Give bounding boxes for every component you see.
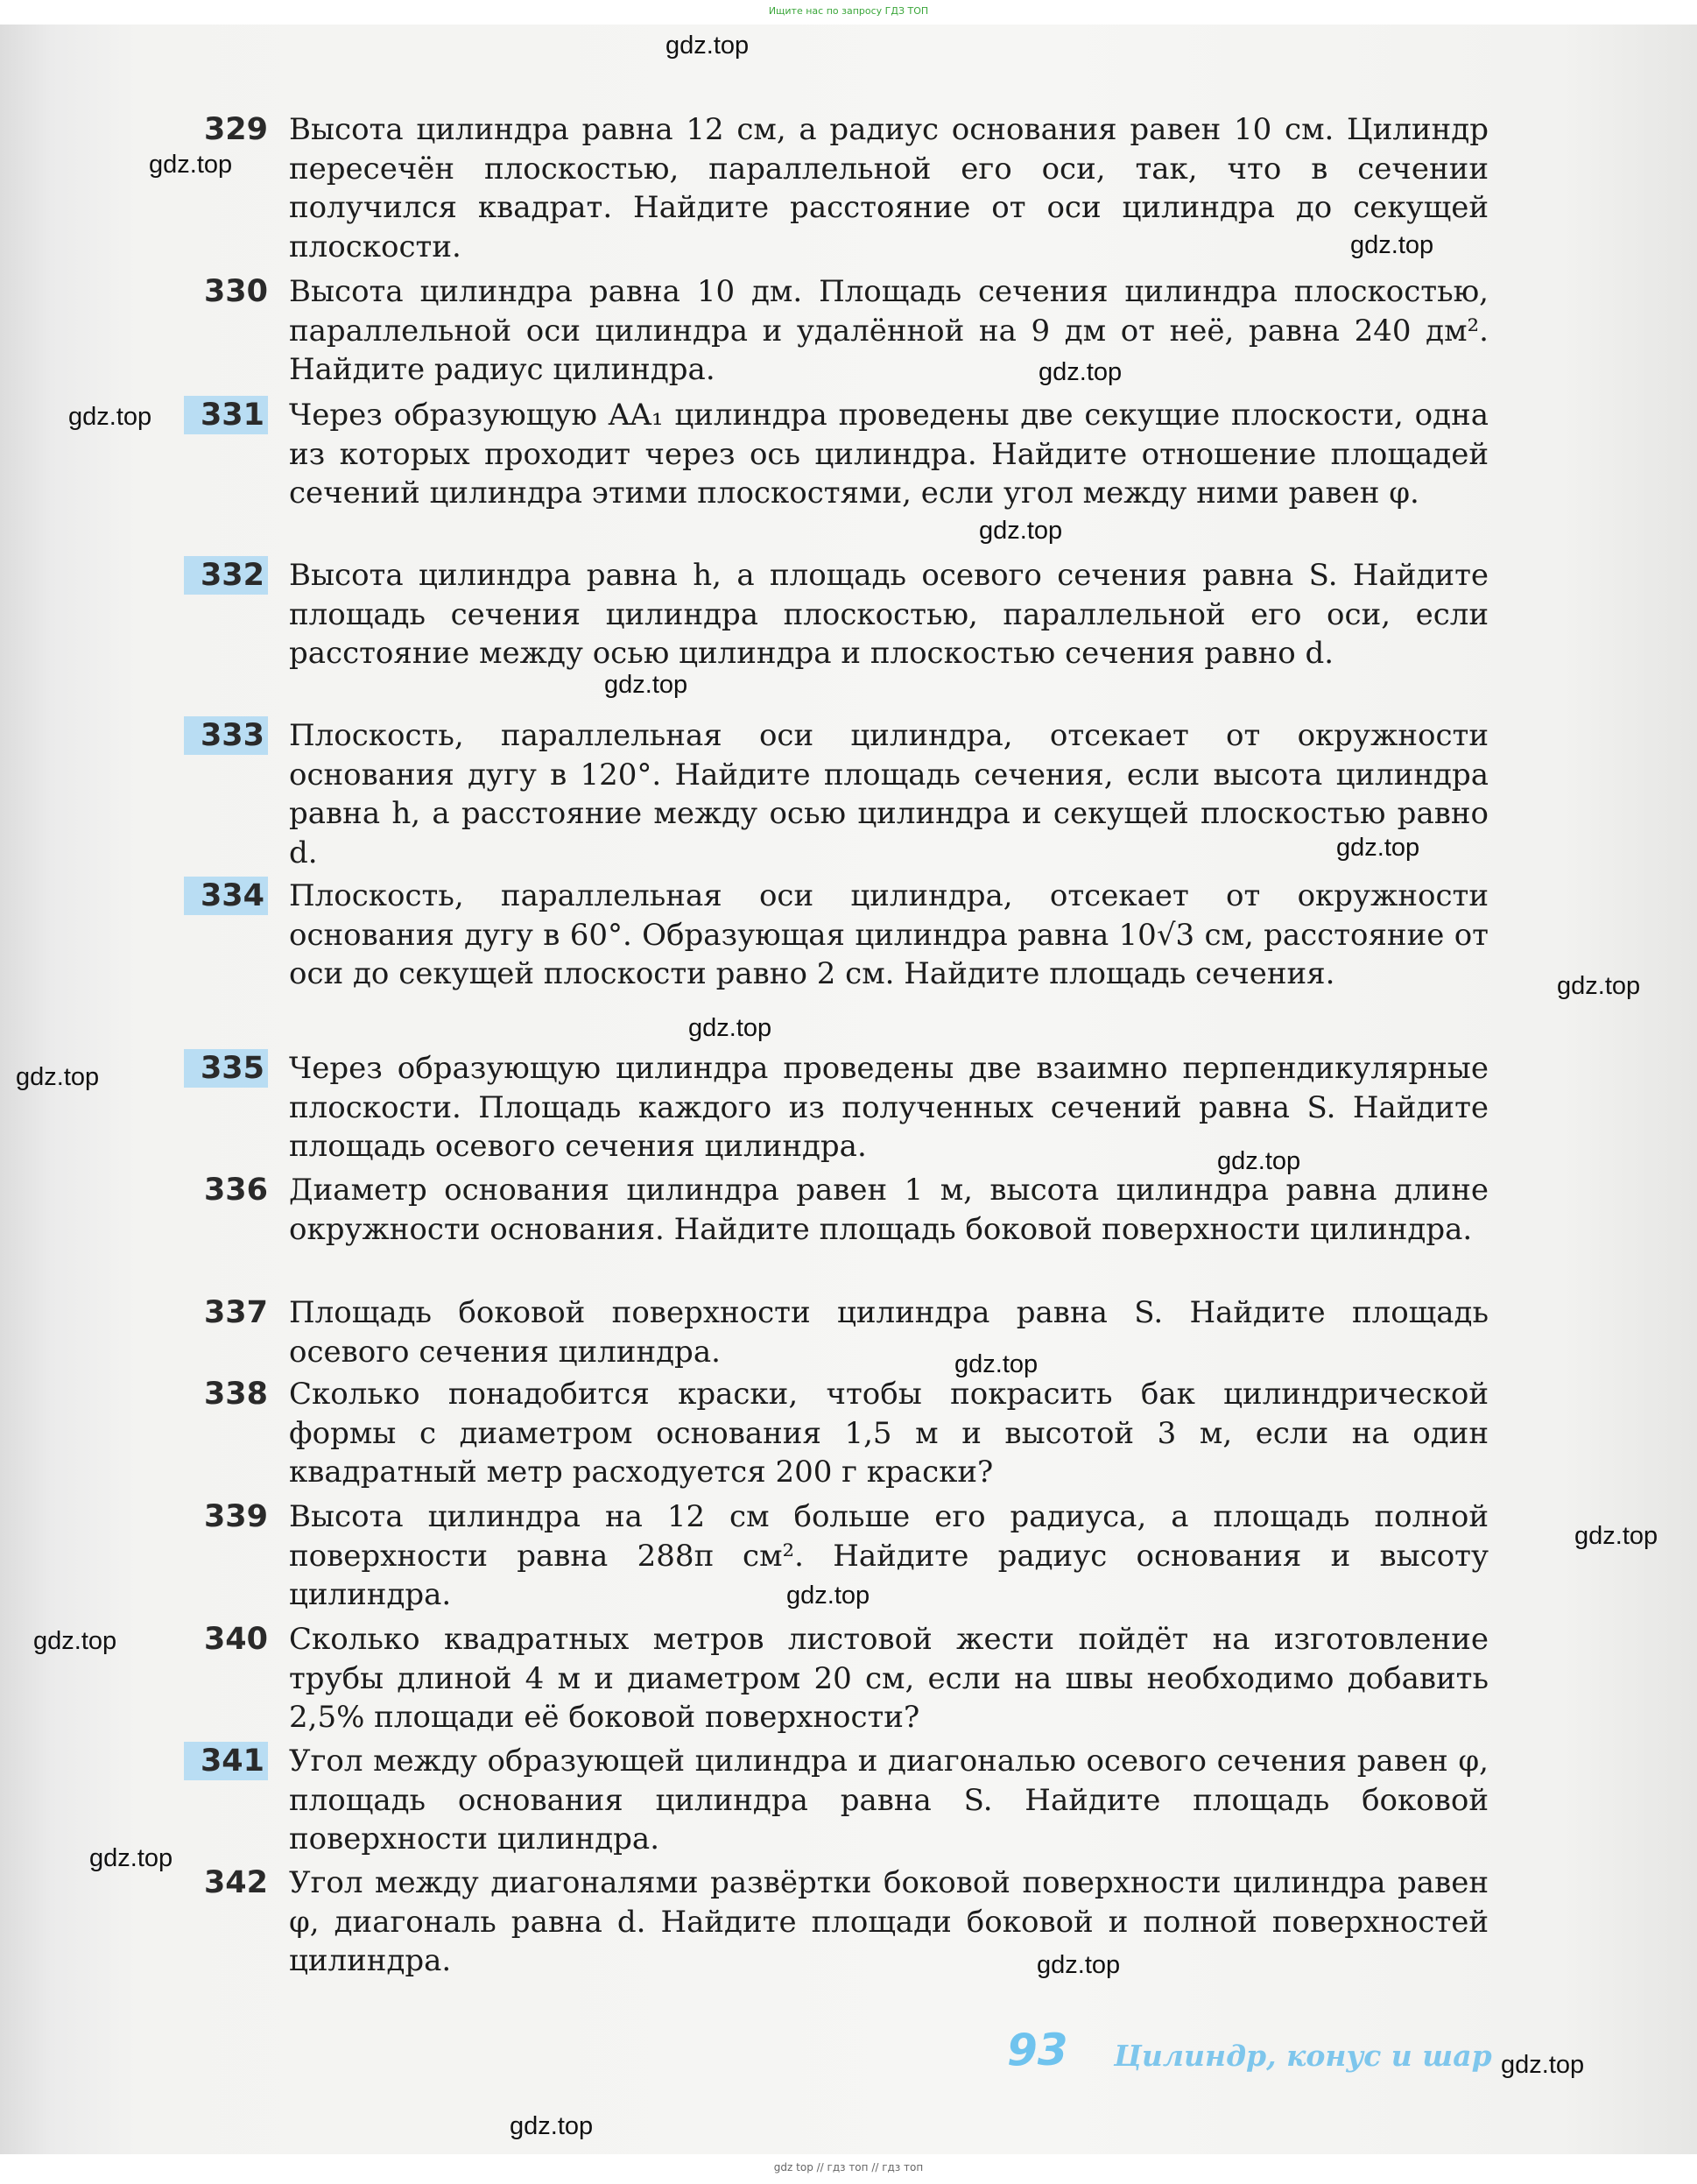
watermark: gdz.top bbox=[1501, 2051, 1585, 2079]
watermark: gdz.top bbox=[604, 671, 688, 699]
watermark: gdz.top bbox=[1557, 972, 1641, 1000]
problem-text: Сколько понадобится краски, чтобы покрасить бак цилиндрической формы с диаметром основания 1,5 м и высотой 3 м, если на один квадратный метр расходуется 200 г краски? bbox=[289, 1377, 1489, 1490]
problem-number: 341 bbox=[184, 1742, 268, 1780]
problem-number: 342 bbox=[203, 1865, 268, 1900]
problem-text: Плоскость, параллельная оси цилиндра, отсекает от окружности основания дугу в 60°. Образующая цилиндра равна 10√3 см, расстояние от оси до секущей плоскости равно 2 см. Найдите площадь сечения. bbox=[289, 878, 1489, 991]
problem-text: Угол между диагоналями развёртки боковой поверхности цилиндра равен φ, диагональ равна d. Найдите площади боковой и полной поверхностей цилиндра. bbox=[289, 1865, 1489, 1978]
watermark: gdz.top bbox=[665, 32, 750, 60]
watermark: gdz.top bbox=[1217, 1147, 1301, 1175]
problem-number: 338 bbox=[203, 1377, 268, 1412]
problem-text: Плоскость, параллельная оси цилиндра, отсекает от окружности основания дугу в 120°. Найдите площадь сечения, если высота цилиндра равна h, а расстояние между осью цилиндра и секущей плоскостью равно d. bbox=[289, 718, 1489, 870]
problem-number: 332 bbox=[184, 556, 268, 595]
watermark: gdz.top bbox=[688, 1014, 772, 1042]
section-title: Цилиндр, конус и шар bbox=[1114, 2039, 1492, 2073]
watermark: gdz.top bbox=[1037, 1951, 1121, 1979]
problem-text: Через образующую AA₁ цилиндра проведены две секущие плоскости, одна из которых проходит через ось цилиндра. Найдите отношение площадей сечений цилиндра этими плоскостями, если угол между ними равен φ. bbox=[289, 398, 1489, 511]
watermark: gdz.top bbox=[979, 517, 1063, 545]
problem-text: Площадь боковой поверхности цилиндра равна S. Найдите площадь осевого сечения цилиндра. bbox=[289, 1295, 1489, 1370]
problem-text: Высота цилиндра равна 12 см, а радиус основания равен 10 см. Цилиндр пересечён плоскостью, параллельной его оси, так, что в сечении получился квадрат. Найдите расстояние от оси цилиндра до секущей плоскости. bbox=[289, 112, 1489, 264]
problem-number: 330 bbox=[203, 274, 268, 309]
watermark: gdz.top bbox=[149, 151, 233, 179]
watermark: gdz.top bbox=[68, 403, 152, 431]
top-banner: Ищите нас по запросу ГДЗ ТОП bbox=[768, 5, 929, 17]
page-number: 93 bbox=[1007, 2025, 1068, 2075]
watermark: gdz.top bbox=[786, 1582, 870, 1610]
watermark: gdz.top bbox=[510, 2112, 594, 2140]
problem-text: Через образующую цилиндра проведены две взаимно перпендикулярные плоскости. Площадь каждого из полученных сечений равна S. Найдите площадь осевого сечения цилиндра. bbox=[289, 1051, 1489, 1164]
problem-number: 335 bbox=[184, 1049, 268, 1088]
watermark: gdz.top bbox=[1039, 358, 1123, 386]
problem-text: Высота цилиндра на 12 см больше его радиуса, а площадь полной поверхности равна 288π см². Найдите радиус основания и высоту цилиндра. bbox=[289, 1499, 1489, 1612]
watermark: gdz.top bbox=[954, 1350, 1039, 1378]
watermark: gdz.top bbox=[16, 1063, 100, 1091]
watermark: gdz.top bbox=[89, 1844, 173, 1872]
problem-number: 339 bbox=[203, 1499, 268, 1534]
problem-text: Высота цилиндра равна 10 дм. Площадь сечения цилиндра плоскостью, параллельной оси цилиндра и удалённой на 9 дм от неё, равна 240 дм². Найдите радиус цилиндра. bbox=[289, 274, 1489, 387]
watermark: gdz.top bbox=[1350, 231, 1434, 259]
watermark: gdz.top bbox=[33, 1627, 117, 1655]
problem-text: Диаметр основания цилиндра равен 1 м, высота цилиндра равна длине окружности основания. Найдите площадь боковой поверхности цилиндра. bbox=[289, 1173, 1489, 1247]
problem-number: 329 bbox=[203, 112, 268, 147]
problem-number: 337 bbox=[203, 1295, 268, 1330]
problem-text: Сколько квадратных метров листовой жести пойдёт на изготовление трубы длиной 4 м и диаметром 20 см, если на швы необходимо добавить 2,5% площади её боковой поверхности? bbox=[289, 1622, 1489, 1735]
problem-number: 336 bbox=[203, 1173, 268, 1208]
problem-number: 331 bbox=[184, 396, 268, 434]
problem-number: 340 bbox=[203, 1622, 268, 1657]
problem-number: 334 bbox=[184, 877, 268, 915]
bottom-banner: gdz top // гдз топ // гдз топ bbox=[773, 2161, 924, 2173]
problem-number: 333 bbox=[184, 716, 268, 755]
problem-text: Угол между образующей цилиндра и диагональю осевого сечения равен φ, площадь основания цилиндра равна S. Найдите площадь боковой поверхности цилиндра. bbox=[289, 1744, 1489, 1856]
watermark: gdz.top bbox=[1336, 834, 1420, 862]
problem-text: Высота цилиндра равна h, а площадь осевого сечения равна S. Найдите площадь сечения цилиндра плоскостью, параллельной его оси, если расстояние между осью цилиндра и плоскостью сечения равно d. bbox=[289, 558, 1489, 671]
watermark: gdz.top bbox=[1574, 1522, 1658, 1550]
